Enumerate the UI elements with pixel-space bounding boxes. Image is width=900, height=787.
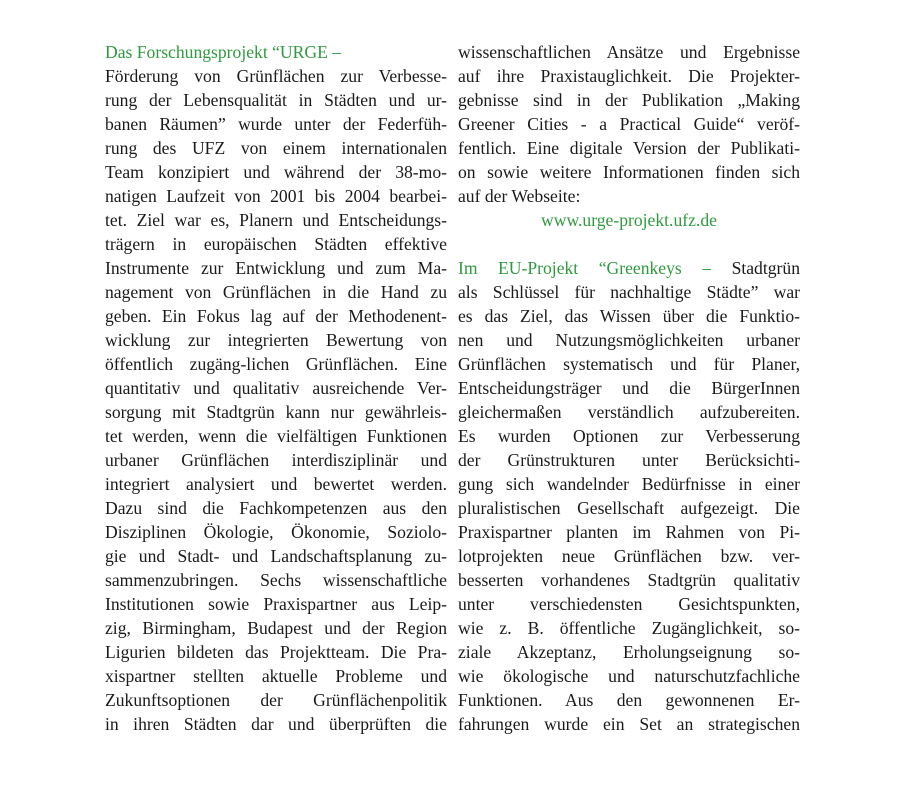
text-line: nen und Nutzungsmöglichkeiten urbaner [458, 330, 800, 350]
website-link[interactable]: www.urge-projekt.ufz.de [541, 210, 717, 230]
text-line: Grünflächen systematisch und für Planer, [458, 354, 800, 374]
text-line: rung des UFZ von einem internationalen [105, 138, 447, 158]
text-line: xispartner stellten aktuelle Probleme und [105, 666, 447, 686]
text-line: wie z. B. öffentliche Zugänglichkeit, so- [458, 618, 800, 638]
text-line: sorgung mit Stadtgrün kann nur gewährleis- [105, 402, 447, 422]
urge-heading: Das Forschungsprojekt “URGE – [105, 42, 342, 62]
text-line: öffentlich zugäng-lichen Grünflächen. Eine [105, 354, 447, 374]
text-line: urbaner Grünflächen interdisziplinär und [105, 450, 447, 470]
text-line: Entscheidungsträger und die BürgerInnen [458, 378, 800, 398]
text-line: unter verschiedensten Gesichtspunkten, [458, 594, 800, 614]
text-line: Disziplinen Ökologie, Ökonomie, Soziolo- [105, 522, 447, 542]
greenkeys-heading: Im EU-Projekt “Greenkeys – [458, 258, 712, 278]
text-line: gung sich wandelnder Bedürfnisse in einer [458, 474, 800, 494]
text-line: lotprojekten neue Grünflächen bzw. ver- [458, 546, 800, 566]
text-line: geben. Ein Fokus lag auf der Methodenent- [105, 306, 447, 326]
text-line: besserten vorhandenes Stadtgrün qualitativ [458, 570, 800, 590]
greenkeys-first-rest: Stadtgrün [731, 258, 800, 278]
text-line: pluralistischen Gesellschaft aufgezeigt. Die [458, 498, 800, 518]
text-line: Instrumente zur Entwicklung und zum Ma- [105, 258, 447, 278]
text-line: wicklung zur integrierten Bewertung von [105, 330, 447, 350]
greenkeys-first-line [458, 256, 800, 280]
text-line: Praxispartner planten im Rahmen von Pi- [458, 522, 800, 542]
text-line: sammenzubringen. Sechs wissenschaftliche [105, 570, 447, 590]
text-line: als Schlüssel für nachhaltige Städte” war [458, 282, 800, 302]
text-line: integriert analysiert und bewertet werden. [105, 474, 447, 494]
text-line: on sowie weitere Informationen finden sich [458, 162, 800, 182]
text-line: zig, Birmingham, Budapest und der Region [105, 618, 447, 638]
text-line: banen Räumen” wurde unter der Federfüh- [105, 114, 447, 134]
text-line: quantitativ und qualitativ ausreichende Ver- [105, 378, 447, 398]
text-line: Dazu sind die Fachkompetenzen aus den [105, 498, 447, 518]
text-line: nagement von Grünflächen in die Hand zu [105, 282, 447, 302]
text-line: wie ökologische und naturschutzfachliche [458, 666, 800, 686]
text-line: tet werden, wenn die vielfältigen Funktionen [105, 426, 447, 446]
left-column [105, 40, 447, 736]
text-line: Greener Cities - a Practical Guide“ veröf- [458, 114, 800, 134]
text-line: Förderung von Grünflächen zur Verbesse- [105, 66, 447, 86]
text-line: rung der Lebensqualität in Städten und ur- [105, 90, 447, 110]
text-line: gleichermaßen verständlich aufzubereiten. [458, 402, 800, 422]
text-line: trägern in europäischen Städten effektive [105, 234, 447, 254]
text-line: Funktionen. Aus den gewonnenen Er- [458, 690, 800, 710]
text-line: es das Ziel, das Wissen über die Funktio- [458, 306, 800, 326]
text-line: ziale Akzeptanz, Erholungseignung so- [458, 642, 800, 662]
text-line: Zukunftsoptionen der Grünflächenpolitik [105, 690, 447, 710]
paragraph-gap [458, 232, 800, 256]
right-column [458, 40, 800, 736]
text-line: Institutionen sowie Praxispartner aus Leip- [105, 594, 447, 614]
text-line: fahrungen wurde ein Set an strategischen [458, 714, 800, 734]
text-line: tet. Ziel war es, Planern und Entscheidungs- [105, 210, 447, 230]
text-line: gie und Stadt- und Landschaftsplanung zu- [105, 546, 447, 566]
text-line: fentlich. Eine digitale Version der Publikati- [458, 138, 800, 158]
left-paragraph [105, 64, 447, 736]
text-line: auf ihre Praxistauglichkeit. Die Projekter- [458, 66, 800, 86]
text-line: auf der Webseite: [458, 186, 581, 206]
text-line: Es wurden Optionen zur Verbesserung [458, 426, 800, 446]
right-paragraph-bottom [458, 280, 800, 736]
text-line: Team konzipiert und während der 38-mo- [105, 162, 447, 182]
text-line: gebnisse sind in der Publikation „Making [458, 90, 800, 110]
text-line: der Grünstrukturen unter Berücksichti- [458, 450, 800, 470]
text-line: natigen Laufzeit von 2001 bis 2004 bearbei- [105, 186, 447, 206]
text-line: in ihren Städten dar und überprüften die [105, 714, 447, 734]
text-line: wissenschaftlichen Ansätze und Ergebnisse [458, 42, 800, 62]
right-paragraph-top [458, 40, 800, 208]
text-line: Ligurien bildeten das Projektteam. Die Pra- [105, 642, 447, 662]
